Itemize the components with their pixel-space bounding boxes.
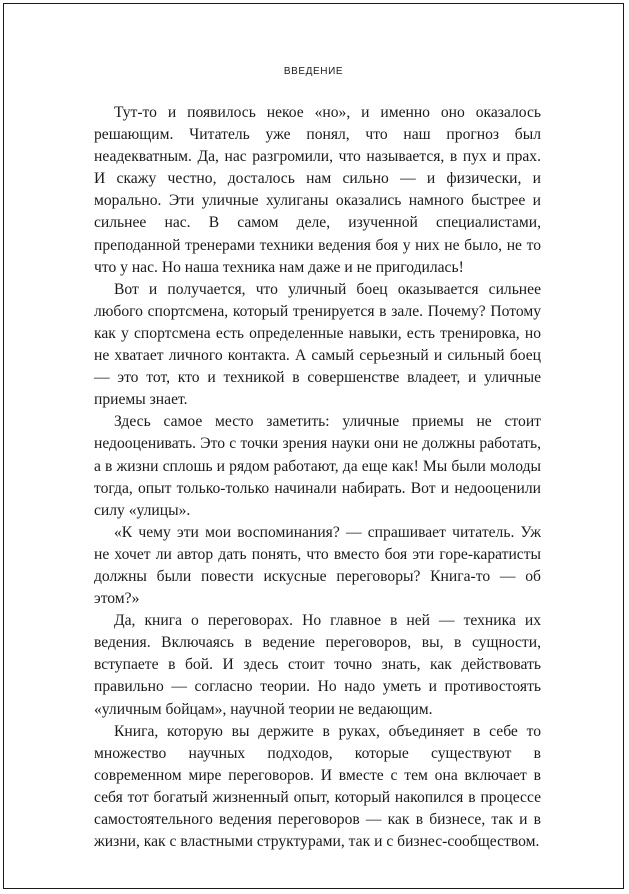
body-text bbox=[94, 102, 541, 853]
paragraph-5: Да, книга о переговорах. Но главное в ней — техника их ведения. Включаясь в ведение переговоров, вы, в сущности, вступаете в бой. И здесь стоит точно знать, как действовать правильно — согласно теории. Но надо уметь и противостоять «уличным бойцам», научной теории не ведающим. bbox=[94, 612, 541, 718]
book-page bbox=[3, 3, 624, 889]
paragraph-6: Книга, которую вы держите в руках, объединяет в себе то множество научных подходов, которые существуют в современном мире переговоров. И вместе с тем она включает в себя тот богатый жизненный опыт, который накопился в процессе самостоятельного ведения переговоров — как в бизнесе, так и в жизни, как с властными структурами, так и с бизнес-сообществом. bbox=[94, 722, 541, 851]
paragraph-1: Тут-то и появилось некое «но», и именно оно оказалось решающим. Читатель уже понял, что наш прогноз был неадекватным. Да, нас разгромили, что называется, в пух и прах. И скажу честно, досталось нам сильно — и физически, и морально. Эти уличные хулиганы оказались намного быстрее и сильнее нас. В самом деле, изученной специалистами, преподанной тренерами техники ведения боя у них не было, не то что у нас. Но наша техника нам даже и не пригодилась! bbox=[94, 104, 541, 276]
running-head: ВВЕДЕНИЕ bbox=[283, 66, 344, 77]
paragraph-4: «К чему эти мои воспоминания? — спрашивает читатель. Уж не хочет ли автор дать понять, что вместо боя эти горе-каратисты должны были повести искусные переговоры? Книга-то — об этом?» bbox=[94, 523, 541, 608]
paragraph-2: Вот и получается, что уличный боец оказывается сильнее любого спортсмена, который тренируется в зале. Почему? Потому как у спортсмена есть определенные навыки, есть тренировка, но не хватает личного контакта. А самый серьезный и сильный боец — это тот, кто и техникой в совершенстве владеет, и уличные приемы знает. bbox=[94, 280, 541, 409]
paragraph-3: Здесь самое место заметить: уличные приемы не стоит недооценивать. Это с точки зрения науки они не должны работать, а в жизни сплошь и рядом работают, да еще как! Мы были молоды тогда, опыт только-только начинали набирать. Вот и недооценили силу «улицы». bbox=[94, 413, 541, 519]
